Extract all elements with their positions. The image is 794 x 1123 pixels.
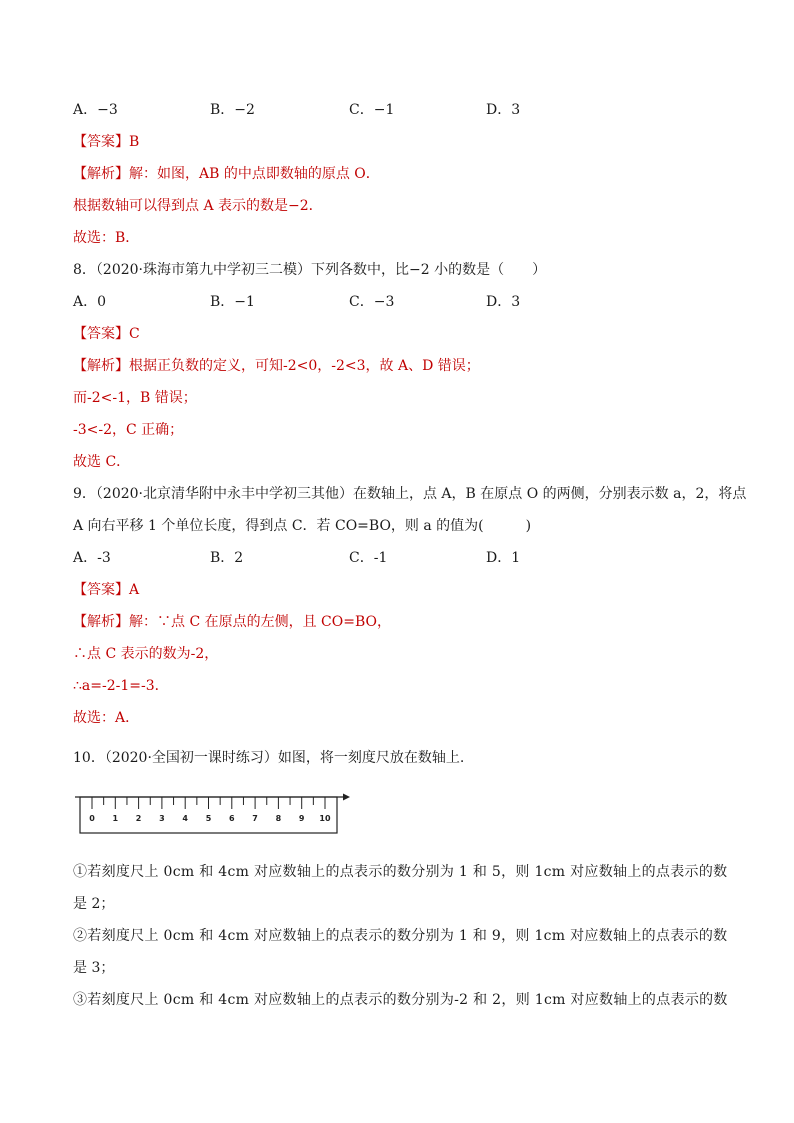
q8-analysis-line-4: 故选 C． xyxy=(73,454,131,470)
q8-analysis-line-2: 而-2<-1，B 错误； xyxy=(73,390,197,406)
q9-analysis-line-4: 故选：A． xyxy=(73,710,140,726)
ruler-tick-label: 8 xyxy=(275,814,282,823)
q8-option-b: B．−1 xyxy=(210,294,255,310)
q7-analysis-line-1: 【解析】解：如图，AB 的中点即数轴的原点 O． xyxy=(73,166,380,182)
ruler-labels xyxy=(89,814,331,823)
ruler-tick-label: 4 xyxy=(182,814,188,823)
q10-statement-1-cont: 是 2； xyxy=(73,896,115,912)
q7-option-d: D．3 xyxy=(486,102,521,118)
analysis-tag: 【解析】 xyxy=(73,166,129,182)
ruler-tick-label: 9 xyxy=(298,814,305,823)
analysis-tag: 【解析】 xyxy=(73,614,129,630)
q10-statement-1: ①若刻度尺上 0cm 和 4cm 对应数轴上的点表示的数分别为 1 和 5，则 1cm 对应数轴上的点表示的数 xyxy=(73,864,728,880)
q9-analysis-line-2: ∴点 C 表示的数为-2， xyxy=(73,646,219,662)
q9-stem-line-2: A 向右平移 1 个单位长度，得到点 C．若 CO=BO，则 a 的值为( ) xyxy=(73,518,532,534)
q7-analysis-line-2: 根据数轴可以得到点 A 表示的数是−2． xyxy=(73,198,323,214)
q9-analysis-line-3: ∴a=-2-1=-3． xyxy=(73,678,169,694)
q7-option-b: B．−2 xyxy=(210,102,255,118)
answer-value: A xyxy=(129,582,140,598)
ruler-tick-label: 0 xyxy=(89,814,95,823)
q8-stem: 8．（2020·珠海市第九中学初三二模）下列各数中，比−2 小的数是（ ） xyxy=(73,262,547,278)
q8-analysis-line-3: -3<-2，C 正确； xyxy=(73,422,184,438)
ruler-tick-label: 10 xyxy=(319,814,331,823)
q7-analysis-line-3: 故选：B． xyxy=(73,230,140,246)
q10-statement-3: ③若刻度尺上 0cm 和 4cm 对应数轴上的点表示的数分别为-2 和 2，则 1cm 对应数轴上的点表示的数 xyxy=(73,992,728,1008)
q7-options xyxy=(73,100,673,120)
q9-option-b: B．2 xyxy=(210,550,244,566)
answer-tag: 【答案】 xyxy=(73,582,129,598)
ruler-tick-label: 5 xyxy=(205,814,212,823)
q9-answer xyxy=(73,580,139,600)
q9-option-d: D．1 xyxy=(486,550,521,566)
q8-answer xyxy=(73,324,140,344)
q8-analysis-line-1: 【解析】根据正负数的定义，可知-2<0，-2<3，故 A、D 错误； xyxy=(73,358,480,374)
q10-stem: 10．（2020·全国初一课时练习）如图，将一刻度尺放在数轴上. xyxy=(73,750,465,766)
ruler-tick-label: 6 xyxy=(229,814,235,823)
ruler-figure xyxy=(75,790,355,840)
axis-arrow-icon xyxy=(343,794,350,801)
q10-statement-2-cont: 是 3； xyxy=(73,960,115,976)
q8-option-c: C．−3 xyxy=(349,294,395,310)
q8-option-d: D．3 xyxy=(486,294,521,310)
ruler-tick-label: 7 xyxy=(252,814,258,823)
ruler-tick-label: 3 xyxy=(159,814,165,823)
answer-tag: 【答案】 xyxy=(73,326,129,342)
q10-statement-2: ②若刻度尺上 0cm 和 4cm 对应数轴上的点表示的数分别为 1 和 9，则 1cm 对应数轴上的点表示的数 xyxy=(73,928,728,944)
q7-option-c: C．−1 xyxy=(349,102,395,118)
q9-option-a: A．-3 xyxy=(73,550,111,566)
answer-value: C xyxy=(129,326,140,342)
ruler-ticks xyxy=(92,797,325,809)
q9-option-c: C．-1 xyxy=(349,550,388,566)
q8-options xyxy=(73,292,673,312)
analysis-tag: 【解析】 xyxy=(73,358,129,374)
q9-analysis-line-1: 【解析】解：∵点 C 在原点的左侧，且 CO=BO， xyxy=(73,614,392,630)
answer-tag: 【答案】 xyxy=(73,134,129,150)
q7-answer xyxy=(73,132,139,152)
ruler-tick-label: 1 xyxy=(112,814,119,823)
answer-value: B xyxy=(129,134,140,150)
ruler-tick-label: 2 xyxy=(135,814,142,823)
q9-options xyxy=(73,548,673,568)
q9-stem-line-1: 9．（2020·北京清华附中永丰中学初三其他）在数轴上，点 A，B 在原点 O 的两侧，分别表示数 a，2，将点 xyxy=(73,486,747,502)
q8-option-a: A．0 xyxy=(73,294,107,310)
q7-option-a: A．−3 xyxy=(73,102,118,118)
